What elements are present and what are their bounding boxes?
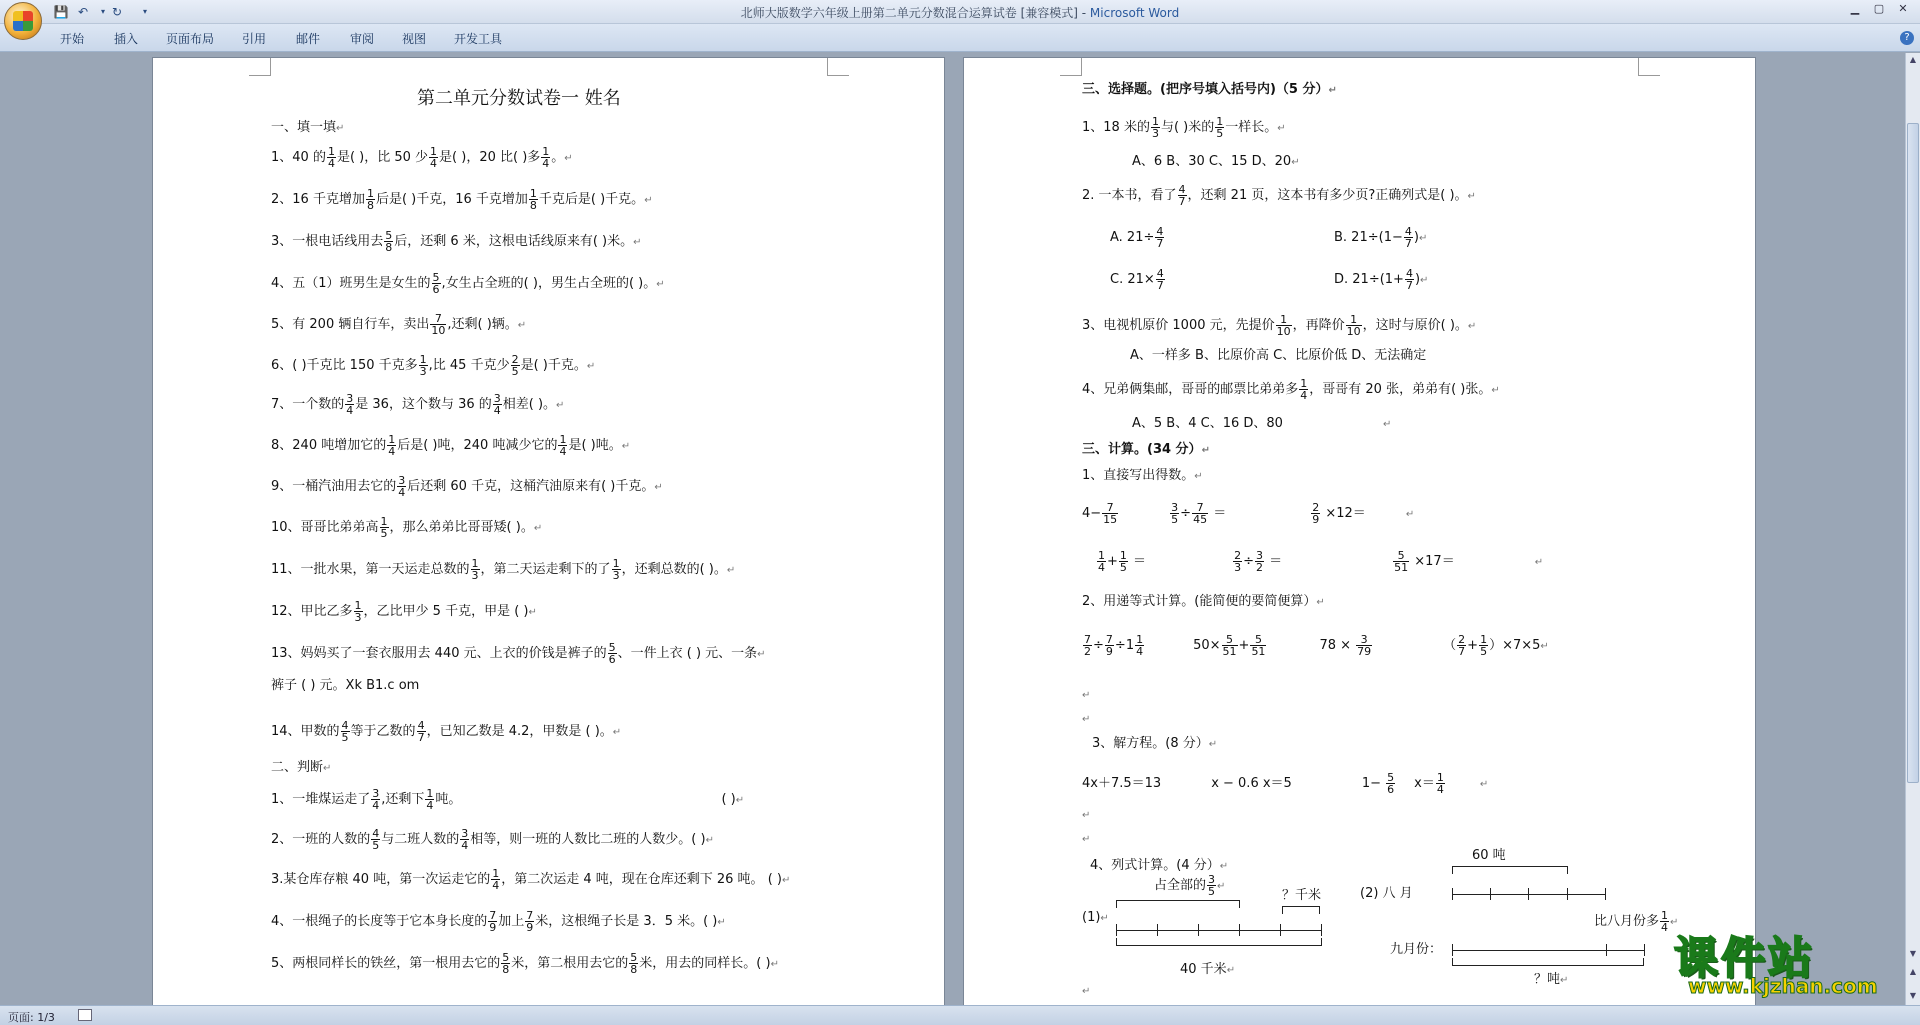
tab-insert[interactable]: 插入 xyxy=(114,32,139,46)
page-count[interactable]: 页面: 1/3 xyxy=(8,1011,55,1024)
question-13: 13、妈妈买了一套衣服用去 440 元、上衣的价钱是裤子的 $\frac{5}{6}$ 、一件上衣 ( ) 元、一条↵ xyxy=(271,641,766,666)
close-button[interactable]: ✕ xyxy=(1898,2,1908,15)
empty-paragraph: ↵ xyxy=(1082,834,1091,845)
save-icon[interactable]: 💾 xyxy=(53,4,69,19)
ribbon-tabs xyxy=(0,24,1920,52)
tick xyxy=(1116,924,1117,936)
page-1[interactable] xyxy=(152,57,945,1005)
question-5: 5、有 200 辆自行车，卖出 $\frac{7}{10}$ ,还剩( )辆。↵ xyxy=(271,312,527,337)
app-name: Microsoft Word xyxy=(1089,6,1180,20)
tab-view[interactable]: 视图 xyxy=(402,32,427,46)
diagram-1-line xyxy=(1116,930,1322,931)
tick xyxy=(1490,888,1491,900)
question-9: 9、一桶汽油用去它的 $\frac{3}{4}$ 后还剩 60 千克，这桶汽油原来有( )千克。↵ xyxy=(271,474,663,499)
diagram-1-question-brace xyxy=(1282,906,1320,914)
choice-1: 1、18 米的 $\frac{1}{3}$ 与( )米的 $\frac{1}{5}$ 一样长。↵ xyxy=(1082,115,1286,140)
undo-icon[interactable]: ↶ xyxy=(77,4,89,19)
empty-paragraph: ↵ xyxy=(1082,690,1091,701)
choice-4: 4、兄弟俩集邮，哥哥的邮票比弟弟多 $\frac{1}{4}$ ，哥哥有 20 张，弟弟有( )张。↵ xyxy=(1082,377,1500,402)
tab-references[interactable]: 引用 xyxy=(242,32,267,46)
section-fill-in: 一、填一填↵ xyxy=(271,120,345,135)
crop-mark xyxy=(827,58,849,76)
equation-title: 3、解方程。(8 分）↵ xyxy=(1092,736,1218,751)
status-bar xyxy=(0,1005,1920,1025)
choice-4-options: A、5 B、4 C、16 D、80 ↵ xyxy=(1132,416,1392,431)
calc-row-1: 4− $\frac{7}{15}$ $\frac{3}{5}$ ÷ $\frac{7}{45}$ ＝ $\frac{2}{9}$ ×12＝ ↵ xyxy=(1082,501,1415,526)
diagram-2-top-brace xyxy=(1452,866,1568,874)
diagram-1-top-label: 占全部的 $\frac{3}{5}$ ↵ xyxy=(1154,873,1226,898)
diagram-2-question: ？吨↵ xyxy=(1534,972,1569,987)
tick xyxy=(1452,888,1453,900)
diagram-1-label: (1)↵ xyxy=(1082,910,1109,925)
question-1: 1、40 的 $\frac{1}{4}$ 是( )，比 50 少 $\frac{1}{4}$ 是( )，20 比( )多 $\frac{1}{4}$ 。↵ xyxy=(271,145,573,170)
tab-page-layout[interactable]: 页面布局 xyxy=(166,32,215,46)
equation-row: 4x＋7.5＝13 x − 0.6 x＝5 1− $\frac{5}{6}$ x＝ $\frac{1}{4}$ ↵ xyxy=(1082,771,1489,796)
calc-stepwise-title: 2、用递等式计算。(能简便的要简便算）↵ xyxy=(1082,594,1325,609)
choice-3-options: A、一样多 B、比原价高 C、比原价低 D、无法确定 xyxy=(1130,348,1427,363)
vertical-scrollbar[interactable] xyxy=(1905,53,1920,1005)
fraction: $\frac{1}{4}$ xyxy=(430,145,438,170)
judge-4: 4、一根绳子的长度等于它本身长度的 $\frac{7}{9}$ 加上 $\frac{7}{9}$ 米，这根绳子长是 3．5 米。( )↵ xyxy=(271,909,726,934)
calc-row-3: $\frac{7}{2}$ ÷ $\frac{7}{9}$ ÷1 $\frac{1}{4}$ 50× $\frac{5}{51}$ + $\frac{5}{51}$ 78 × $\frac{3}{79}$ （ $\frac{2}{7}$ + $\frac{1}{5}$ ）×7×5↵ xyxy=(1084,633,1549,658)
question-12: 12、甲比乙多 $\frac{1}{3}$ ，乙比甲少 5 千克，甲是 ( )↵ xyxy=(271,599,537,624)
previous-page-icon[interactable]: ▲ xyxy=(1909,967,1917,976)
office-button[interactable] xyxy=(4,2,42,40)
choice-3: 3、电视机原价 1000 元，先提价 $\frac{1}{10}$ ，再降价 $\frac{1}{10}$ ，这时与原价( )。↵ xyxy=(1082,313,1477,338)
judge-3: 3.某仓库存粮 40 吨，第一次运走它的 $\frac{1}{4}$ ，第二次运走 4 吨，现在仓库还剩下 26 吨。 ( )↵ xyxy=(271,867,791,892)
tick xyxy=(1606,944,1607,956)
judge-1: 1、一堆煤运走了 $\frac{3}{4}$ ,还剩下 $\frac{1}{4}$ 吨。 ( )↵ xyxy=(271,787,745,812)
diagram-1-total: 40 千米↵ xyxy=(1180,962,1236,977)
diagram-2-label: (2) 八 月 xyxy=(1360,886,1413,901)
watermark-url: www.kjzhan.com xyxy=(1688,974,1878,998)
tab-developer[interactable]: 开发工具 xyxy=(454,32,503,46)
scroll-up-icon[interactable]: ▲ xyxy=(1909,55,1917,64)
diagram-1-top-brace xyxy=(1116,900,1240,908)
tick xyxy=(1452,944,1453,956)
judge-2: 2、一班的人数的 $\frac{4}{5}$ 与二班人数的 $\frac{3}{4}$ 相等，则一班的人数比二班的人数少。( )↵ xyxy=(271,827,714,852)
choice-2: 2. 一本书，看了 $\frac{4}{7}$ ，还剩 21 页，这本书有多少页?正确列式是( )。↵ xyxy=(1082,183,1476,208)
customize-qat-icon[interactable]: ▾ xyxy=(142,7,147,16)
choice-1-options: A、6 B、30 C、15 D、20↵ xyxy=(1132,154,1300,169)
diagram-2-august-line xyxy=(1452,894,1606,895)
document-area xyxy=(0,53,1905,1005)
crop-mark xyxy=(1638,58,1660,76)
watermark-text: 课件站 xyxy=(1674,933,1815,984)
calc-row-2: $\frac{1}{4}$ + $\frac{1}{5}$ ＝ $\frac{2}{3}$ ÷ $\frac{3}{2}$ ＝ $\frac{5}{51}$ ×17＝ ↵ xyxy=(1098,549,1544,574)
diagram-2-top-label: 60 吨 xyxy=(1472,848,1506,863)
question-10: 10、哥哥比弟弟高 $\frac{1}{5}$ ，那么弟弟比哥哥矮( )。↵ xyxy=(271,515,543,540)
question-13-line2: 裤子 ( ) 元。Xk B1.c om xyxy=(271,678,420,693)
title-bar xyxy=(0,0,1920,24)
undo-dropdown-icon[interactable]: ▾ xyxy=(100,7,105,16)
diagram-1-bottom-brace xyxy=(1116,938,1322,946)
redo-icon[interactable]: ↻ xyxy=(111,4,123,19)
diagram-1-question: ？千米 xyxy=(1282,888,1322,903)
tick xyxy=(1198,924,1199,936)
crop-mark xyxy=(1060,58,1082,76)
page-2[interactable] xyxy=(963,57,1756,1005)
choice-2-option-d: D. 21÷(1+ $\frac{4}{7}$ )↵ xyxy=(1334,267,1429,292)
tick xyxy=(1157,924,1158,936)
diagram-2-september-line xyxy=(1452,950,1644,951)
tick xyxy=(1567,888,1568,900)
question-3: 3、一根电话线用去 $\frac{5}{8}$ 后，还剩 6 米，这根电话线原来有( )米。↵ xyxy=(271,229,642,254)
question-11: 11、一批水果，第一天运走总数的 $\frac{1}{3}$ ，第二天运走剩下的了 $\frac{1}{3}$ ，还剩总数的( )。↵ xyxy=(271,557,736,582)
question-4: 4、五（1）班男生是女生的 $\frac{5}{6}$ ,女生占全班的( )，男生占全班的( )。↵ xyxy=(271,271,665,296)
tick xyxy=(1280,924,1281,936)
list-calc-title: 4、列式计算。(4 分）↵ xyxy=(1090,858,1229,873)
fraction: $\frac{1}{4}$ xyxy=(327,145,335,170)
window-title xyxy=(0,4,1920,21)
fraction: $\frac{1}{4}$ xyxy=(542,145,550,170)
choice-2-option-a: A. 21÷ $\frac{4}{7}$ xyxy=(1110,225,1164,250)
empty-paragraph: ↵ xyxy=(1082,810,1091,821)
tick xyxy=(1605,888,1606,900)
tab-mailings[interactable]: 邮件 xyxy=(296,32,321,46)
tick xyxy=(1321,924,1322,936)
crop-mark xyxy=(249,58,271,76)
question-6: 6、( )千克比 150 千克多 $\frac{1}{3}$ ,比 45 千克少 $\frac{2}{5}$ 是( )千克。↵ xyxy=(271,353,596,378)
section-judge: 二、判断↵ xyxy=(271,760,332,775)
tick xyxy=(1644,944,1645,956)
choice-2-option-b: B. 21÷(1− $\frac{4}{7}$ )↵ xyxy=(1334,225,1428,250)
diagram-2-september-label: 九月份： xyxy=(1390,942,1443,957)
tick xyxy=(1528,888,1529,900)
diagram-2-bottom-brace xyxy=(1452,958,1644,966)
empty-paragraph: ↵ xyxy=(1082,714,1091,725)
judge-5: 5、两根同样长的铁丝，第一根用去它的 $\frac{5}{8}$ 米，第二根用去它的 $\frac{5}{8}$ 米，用去的同样长。( )↵ xyxy=(271,951,779,976)
question-7: 7、一个数的 $\frac{3}{4}$ 是 36，这个数与 36 的 $\frac{3}{4}$ 相差( )。↵ xyxy=(271,392,565,417)
scroll-thumb[interactable] xyxy=(1907,123,1919,783)
diagram-2-more-label: 比八月份多 $\frac{1}{4}$ ↵ xyxy=(1594,909,1679,934)
next-page-icon[interactable]: ▼ xyxy=(1909,991,1917,1000)
question-8: 8、240 吨增加它的 $\frac{1}{4}$ 后是( )吨，240 吨减少它的 $\frac{1}{4}$ 是( )吨。↵ xyxy=(271,433,631,458)
maximize-button[interactable]: ▢ xyxy=(1873,2,1885,15)
section-calculation: 三、计算。(34 分）↵ xyxy=(1082,442,1210,457)
empty-paragraph: ↵ xyxy=(1082,986,1091,997)
calc-direct-title: 1、直接写出得数。↵ xyxy=(1082,468,1203,483)
tab-review[interactable]: 审阅 xyxy=(350,32,375,46)
office-logo-icon xyxy=(13,11,33,31)
page-title: 第二单元分数试卷一 姓名 xyxy=(417,88,621,109)
choice-2-option-c: C. 21× $\frac{4}{7}$ xyxy=(1110,267,1164,292)
help-icon[interactable]: ? xyxy=(1900,31,1914,45)
proofing-icon[interactable] xyxy=(78,1009,92,1021)
watermark-logo xyxy=(1668,922,1904,1006)
minimize-button[interactable]: ▁ xyxy=(1850,2,1860,15)
scroll-down-icon[interactable]: ▼ xyxy=(1909,949,1917,958)
section-choice: 三、选择题。(把序号填入括号内)（5 分）↵ xyxy=(1082,82,1337,97)
tab-home[interactable]: 开始 xyxy=(60,32,85,46)
question-2: 2、16 千克增加 $\frac{1}{8}$ 后是( )千克，16 千克增加 $\frac{1}{8}$ 千克后是( )千克。↵ xyxy=(271,187,653,212)
tick xyxy=(1239,924,1240,936)
document-title: 北师大版数学六年级上册第二单元分数混合运算试卷 [兼容模式] - xyxy=(740,6,1090,20)
question-14: 14、甲数的 $\frac{4}{5}$ 等于乙数的 $\frac{4}{7}$ ，已知乙数是 4.2，甲数是 ( )。↵ xyxy=(271,719,622,744)
